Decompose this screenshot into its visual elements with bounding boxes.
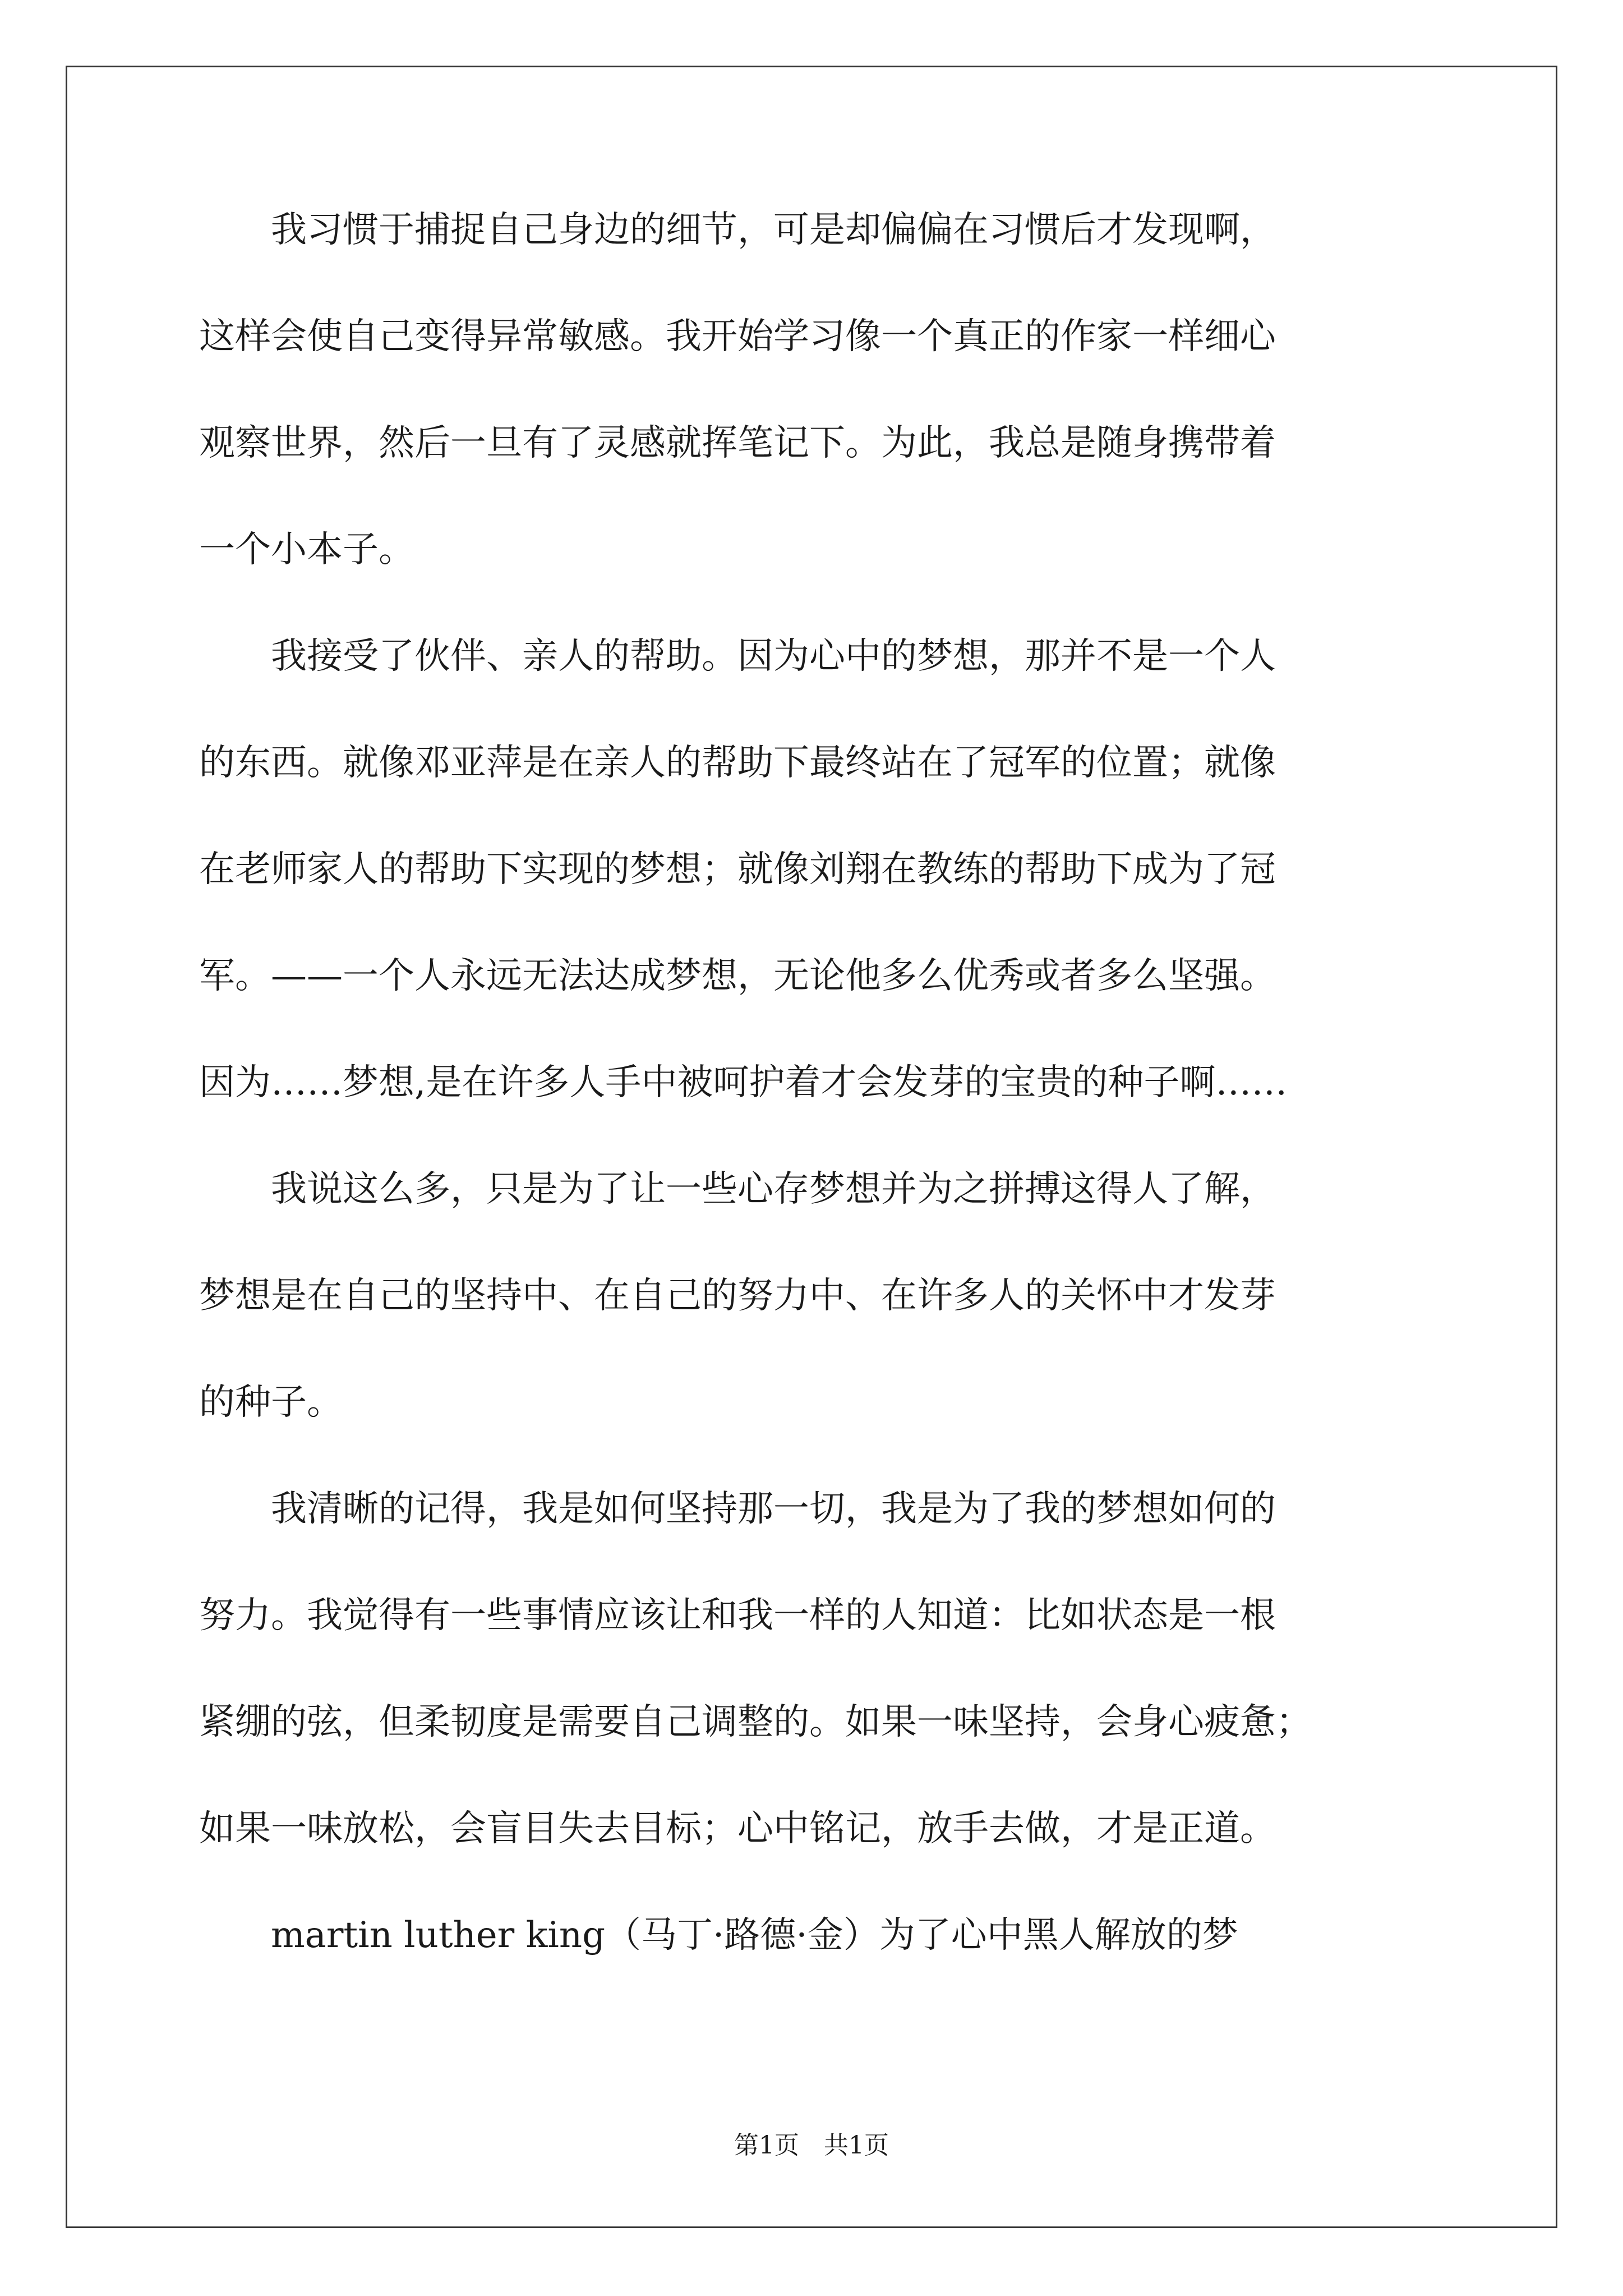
text-line: 如果一味放松，会盲目失去目标；心中铭记，放手去做，才是正道。 — [199, 1808, 1276, 1849]
text-line: 观察世界，然后一旦有了灵感就挥笔记下。为此，我总是随身携带着 — [199, 422, 1276, 464]
page-border — [66, 66, 1557, 2228]
text-line: 努力。我觉得有一些事情应该让和我一样的人知道：比如状态是一根 — [199, 1595, 1276, 1636]
text-line: 在老师家人的帮助下实现的梦想；就像刘翔在教练的帮助下成为了冠 — [199, 849, 1276, 890]
text-line: 梦想是在自己的坚持中、在自己的努力中、在许多人的关怀中才发芽 — [199, 1275, 1276, 1317]
text-line: martin luther king（马丁·路德·金）为了心中黑人解放的梦 — [199, 1915, 1238, 1956]
text-line: 我清晰的记得，我是如何坚持那一切，我是为了我的梦想如何的 — [199, 1488, 1276, 1530]
text-line: 军。——一个人永远无法达成梦想，无论他多么优秀或者多么坚强。 — [199, 955, 1276, 997]
text-line: 因为……梦想,是在许多人手中被呵护着才会发芽的宝贵的种子啊…… — [199, 1062, 1288, 1103]
text-line: 我习惯于捕捉自己身边的细节，可是却偏偏在习惯后才发现啊， — [199, 209, 1276, 251]
text-line: 的种子。 — [199, 1382, 343, 1423]
text-line: 一个小本子。 — [199, 529, 414, 570]
text-line: 我说这么多，只是为了让一些心存梦想并为之拼搏这得人了解， — [199, 1168, 1276, 1210]
page-number-footer: 第1页 共1页 — [734, 2131, 889, 2160]
text-line: 的东西。就像邓亚萍是在亲人的帮助下最终站在了冠军的位置；就像 — [199, 742, 1276, 784]
text-line: 紧绷的弦，但柔韧度是需要自己调整的。如果一味坚持，会身心疲惫； — [199, 1701, 1312, 1743]
text-line: 我接受了伙伴、亲人的帮助。因为心中的梦想，那并不是一个人 — [199, 636, 1276, 677]
text-line: 这样会使自己变得异常敏感。我开始学习像一个真正的作家一样细心 — [199, 316, 1276, 357]
